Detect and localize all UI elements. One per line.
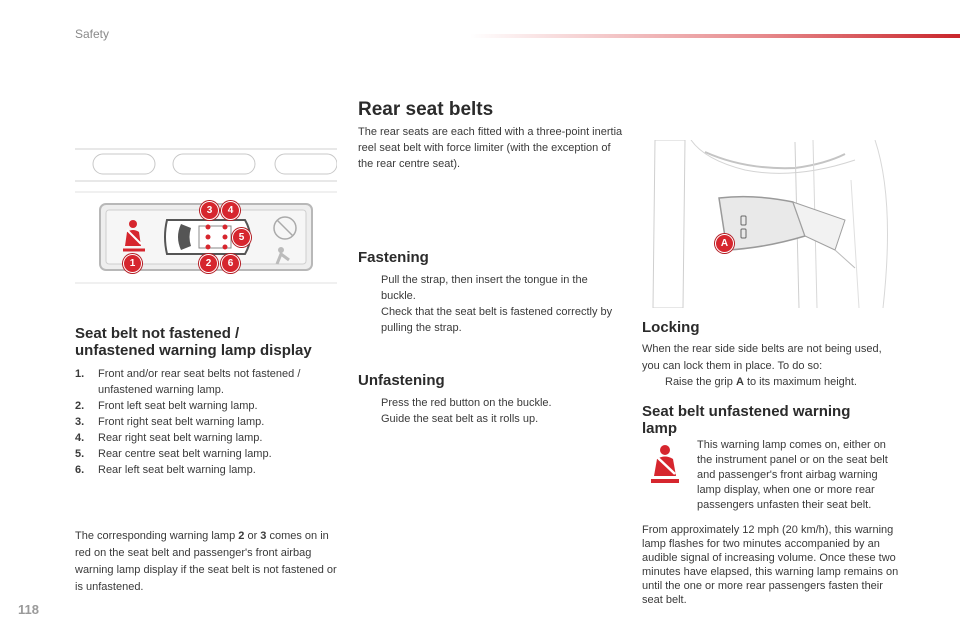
unfastening-heading: Unfastening bbox=[358, 372, 445, 389]
header-rule bbox=[470, 34, 960, 38]
left-heading: Seat belt not fastened / unfastened warning lamp display bbox=[75, 325, 312, 359]
list-item: 1. Front and/or rear seat belts not fastened / unfastened warning lamp. bbox=[75, 368, 301, 396]
page-number: 118 bbox=[18, 602, 39, 617]
page-title: Rear seat belts bbox=[358, 99, 494, 120]
list-item: Raise the grip A to its maximum height. bbox=[665, 376, 857, 388]
intro-text: The rear seats are each fitted with a three-point inertia reel seat belt with force limiter (with the exception of the rear centre seat). bbox=[358, 126, 623, 170]
rear-seat-illustration bbox=[645, 140, 907, 308]
list-item: Check that the seat belt is fastened correctly by pulling the strap. bbox=[381, 306, 613, 334]
figure-badge-2: 2 bbox=[199, 254, 218, 273]
warning-display-figure bbox=[75, 140, 337, 290]
list-item: 2. Front left seat belt warning lamp. bbox=[75, 400, 258, 412]
locking-heading: Locking bbox=[642, 319, 700, 336]
list-item: 3. Front right seat belt warning lamp. bbox=[75, 416, 265, 428]
locking-list bbox=[642, 374, 904, 390]
unfastening-list bbox=[358, 395, 620, 427]
list-item: 6. Rear left seat belt warning lamp. bbox=[75, 464, 256, 476]
locking-text: When the rear side side belts are not being used, you can lock them in place. To do so: bbox=[642, 343, 882, 372]
list-item: Pull the strap, then insert the tongue in the buckle. bbox=[381, 274, 588, 302]
figure-badge-1: 1 bbox=[123, 254, 142, 273]
fastening-heading: Fastening bbox=[358, 249, 429, 266]
seat-belt-grip-figure bbox=[645, 140, 907, 308]
figure-badge-3: 3 bbox=[200, 201, 219, 220]
list-item: 5. Rear centre seat belt warning lamp. bbox=[75, 448, 272, 460]
list-item: Guide the seat belt as it rolls up. bbox=[381, 413, 539, 425]
grip-label-badge: A bbox=[715, 234, 734, 253]
figure-badge-4: 4 bbox=[221, 201, 240, 220]
figure-badge-5: 5 bbox=[232, 228, 251, 247]
section-title: Safety bbox=[75, 27, 110, 41]
warning-lamp-text: This warning lamp comes on, either on the instrument panel or on the seat belt and passenger's front airbag warning lamp display, when one or more rear passengers unfasten their seat belt. bbox=[697, 439, 888, 511]
list-item: Press the red button on the buckle. bbox=[381, 397, 552, 409]
seatbelt-warning-icon bbox=[648, 444, 684, 484]
warning-heading: Seat belt unfastened warning lamp bbox=[642, 403, 851, 437]
warning-paragraph: From approximately 12 mph (20 km/h), this warning lamp flashes for two minutes accompanied by an audible signal of increasing volume. Once these two minutes have elapsed, this warning lamp remains on until the one or more rear passengers fasten their seat belt. bbox=[642, 524, 899, 606]
warning-note: The corresponding warning lamp 2 or 3 comes on in red on the seat belt and passenger's front airbag warning lamp display if the seat belt is not fastened or is unfastened. bbox=[75, 530, 337, 593]
figure-badge-6: 6 bbox=[221, 254, 240, 273]
fastening-list bbox=[358, 272, 620, 336]
seatbelt-lamp-icon bbox=[648, 444, 684, 484]
list-item: 4. Rear right seat belt warning lamp. bbox=[75, 432, 263, 444]
warning-lamp-list bbox=[75, 366, 337, 478]
